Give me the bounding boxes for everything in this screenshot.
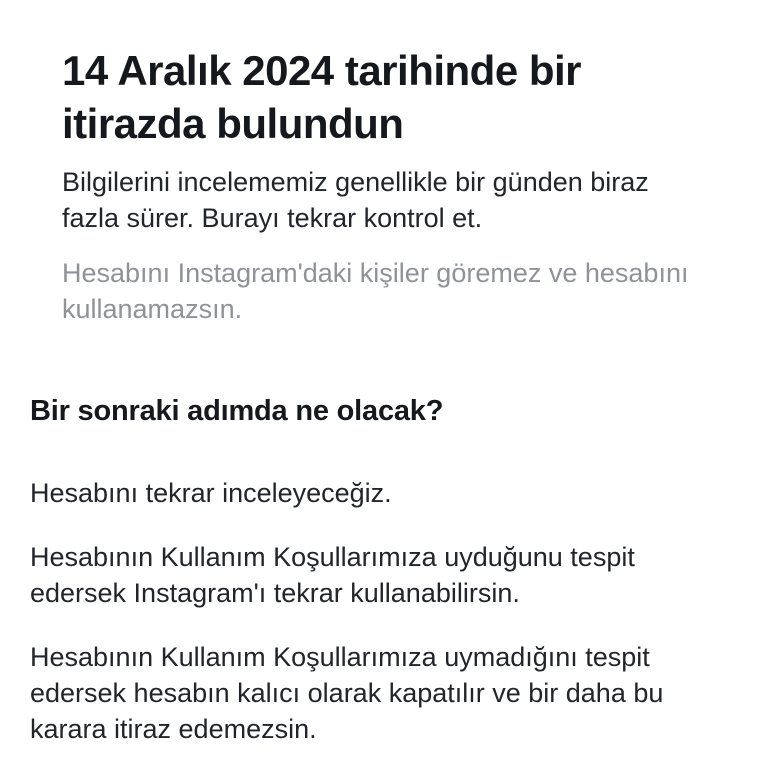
- next-steps-section: [0, 392, 768, 747]
- page-title: 14 Aralık 2024 tarihinde bir itirazda bulundun: [62, 47, 582, 147]
- next-steps-heading: Bir sonraki adımda ne olacak?: [30, 395, 444, 427]
- next-step-item-review: Hesabını tekrar inceleyeceğiz.: [30, 478, 392, 508]
- next-step-item-noncompliant: Hesabının Kullanım Koşullarımıza uymadığını tespit edersek hesabın kalıcı olarak kapatılır ve bir daha bu karara itiraz edemezsin.: [30, 642, 664, 744]
- appeal-summary-section: [0, 0, 768, 327]
- next-step-item-compliant: Hesabının Kullanım Koşullarımıza uyduğunu tespit edersek Instagram'ı tekrar kullanabilirsin.: [30, 542, 635, 608]
- review-duration-text: Bilgilerini incelememiz genellikle bir günden biraz fazla sürer. Burayı tekrar kontrol et.: [62, 167, 649, 233]
- account-hidden-note: Hesabını Instagram'daki kişiler göremez ve hesabını kullanamazsın.: [62, 258, 689, 324]
